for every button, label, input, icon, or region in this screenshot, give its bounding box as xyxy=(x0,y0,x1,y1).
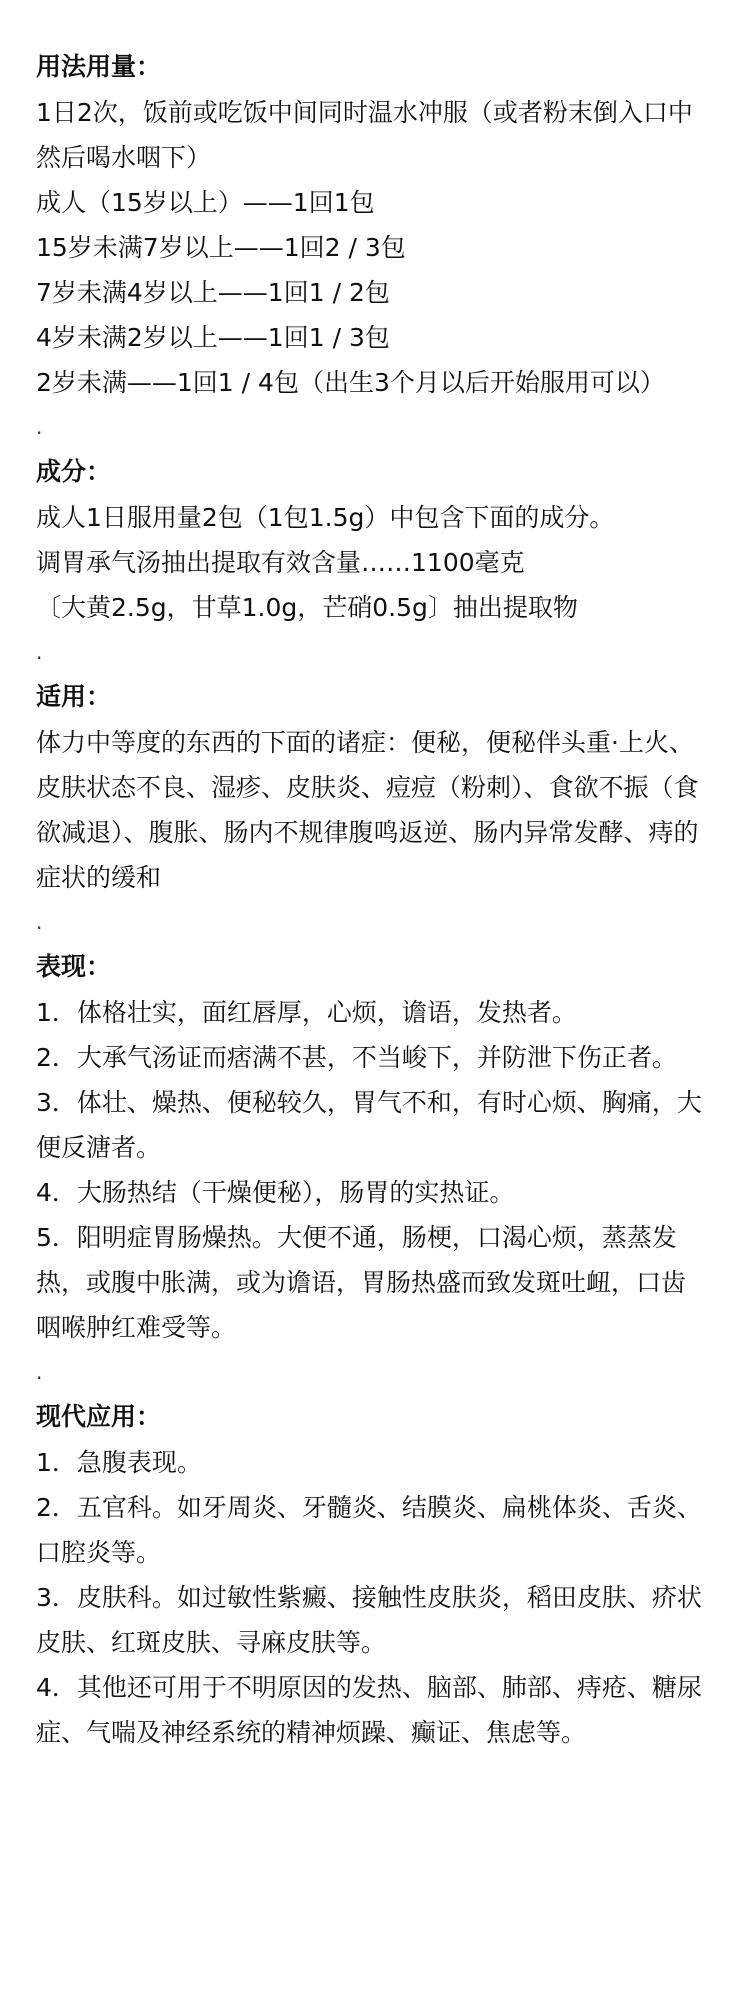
text-line: 成人1日服用量2包（1包1.5g）中包含下面的成分。 xyxy=(36,503,615,532)
list-item: 2．大承气汤证而痞满不甚，不当峻下，并防泄下伤正者。 xyxy=(36,1043,677,1072)
section-separator: . xyxy=(36,415,43,439)
section-modern-applications xyxy=(36,1394,710,1755)
section-heading: 适用： xyxy=(36,682,112,711)
list-item: 2．五官科。如牙周炎、牙髓炎、结膜炎、扁桃体炎、舌炎、口腔炎等。 xyxy=(36,1493,702,1567)
list-item: 4．大肠热结（干燥便秘），肠胃的实热证。 xyxy=(36,1178,515,1207)
section-separator: . xyxy=(36,910,43,934)
text-line: 7岁未满4岁以上——1回1 / 2包 xyxy=(36,278,390,307)
section-heading: 表现： xyxy=(36,952,112,981)
section-usage xyxy=(36,44,710,449)
list-item: 3．皮肤科。如过敏性紫癜、接触性皮肤炎，稻田皮肤、疥状皮肤、红斑皮肤、寻麻皮肤等。 xyxy=(36,1583,702,1657)
section-heading: 成分： xyxy=(36,457,112,486)
text-line: 1日2次，饭前或吃饭中间同时温水冲服（或者粉末倒入口中然后喝水咽下） xyxy=(36,98,693,172)
text-line: 调胃承气汤抽出提取有效含量……1100毫克 xyxy=(36,548,525,577)
text-line: 〔大黄2.5g，甘草1.0g，芒硝0.5g〕抽出提取物 xyxy=(36,593,578,622)
text-line: 2岁未满——1回1 / 4包（出生3个月以后开始服用可以） xyxy=(36,368,665,397)
section-manifestations xyxy=(36,944,710,1394)
text-line: 15岁未满7岁以上——1回2 / 3包 xyxy=(36,233,406,262)
section-indications xyxy=(36,674,710,944)
list-item: 1．急腹表现。 xyxy=(36,1448,202,1477)
list-item: 5．阳明症胃肠燥热。大便不通，肠梗，口渴心烦，蒸蒸发热，或腹中胀满，或为谵语，胃肠热盛而致发斑吐衄，口齿咽喉肿红难受等。 xyxy=(36,1223,687,1342)
text-line: 成人（15岁以上）——1回1包 xyxy=(36,188,375,217)
list-item: 1．体格壮实，面红唇厚，心烦，谵语，发热者。 xyxy=(36,998,577,1027)
text-paragraph: 体力中等度的东西的下面的诸症：便秘，便秘伴头重·上火、皮肤状态不良、湿疹、皮肤炎、痘痘（粉刺）、食欲不振（食欲减退）、腹胀、肠内不规律腹鸣返逆、肠内异常发酵、痔的症状的缓和 xyxy=(36,728,699,892)
section-heading: 用法用量： xyxy=(36,52,162,81)
list-item: 3．体壮、燥热、便秘较久，胃气不和，有时心烦、胸痛，大便反溏者。 xyxy=(36,1088,702,1162)
text-line: 4岁未满2岁以上——1回1 / 3包 xyxy=(36,323,390,352)
list-item: 4．其他还可用于不明原因的发热、脑部、肺部、痔疮、糖尿症、气喘及神经系统的精神烦躁、癫证、焦虑等。 xyxy=(36,1673,702,1747)
section-separator: . xyxy=(36,640,43,664)
section-heading: 现代应用： xyxy=(36,1402,162,1431)
section-separator: . xyxy=(36,1360,43,1384)
section-ingredients xyxy=(36,449,710,674)
